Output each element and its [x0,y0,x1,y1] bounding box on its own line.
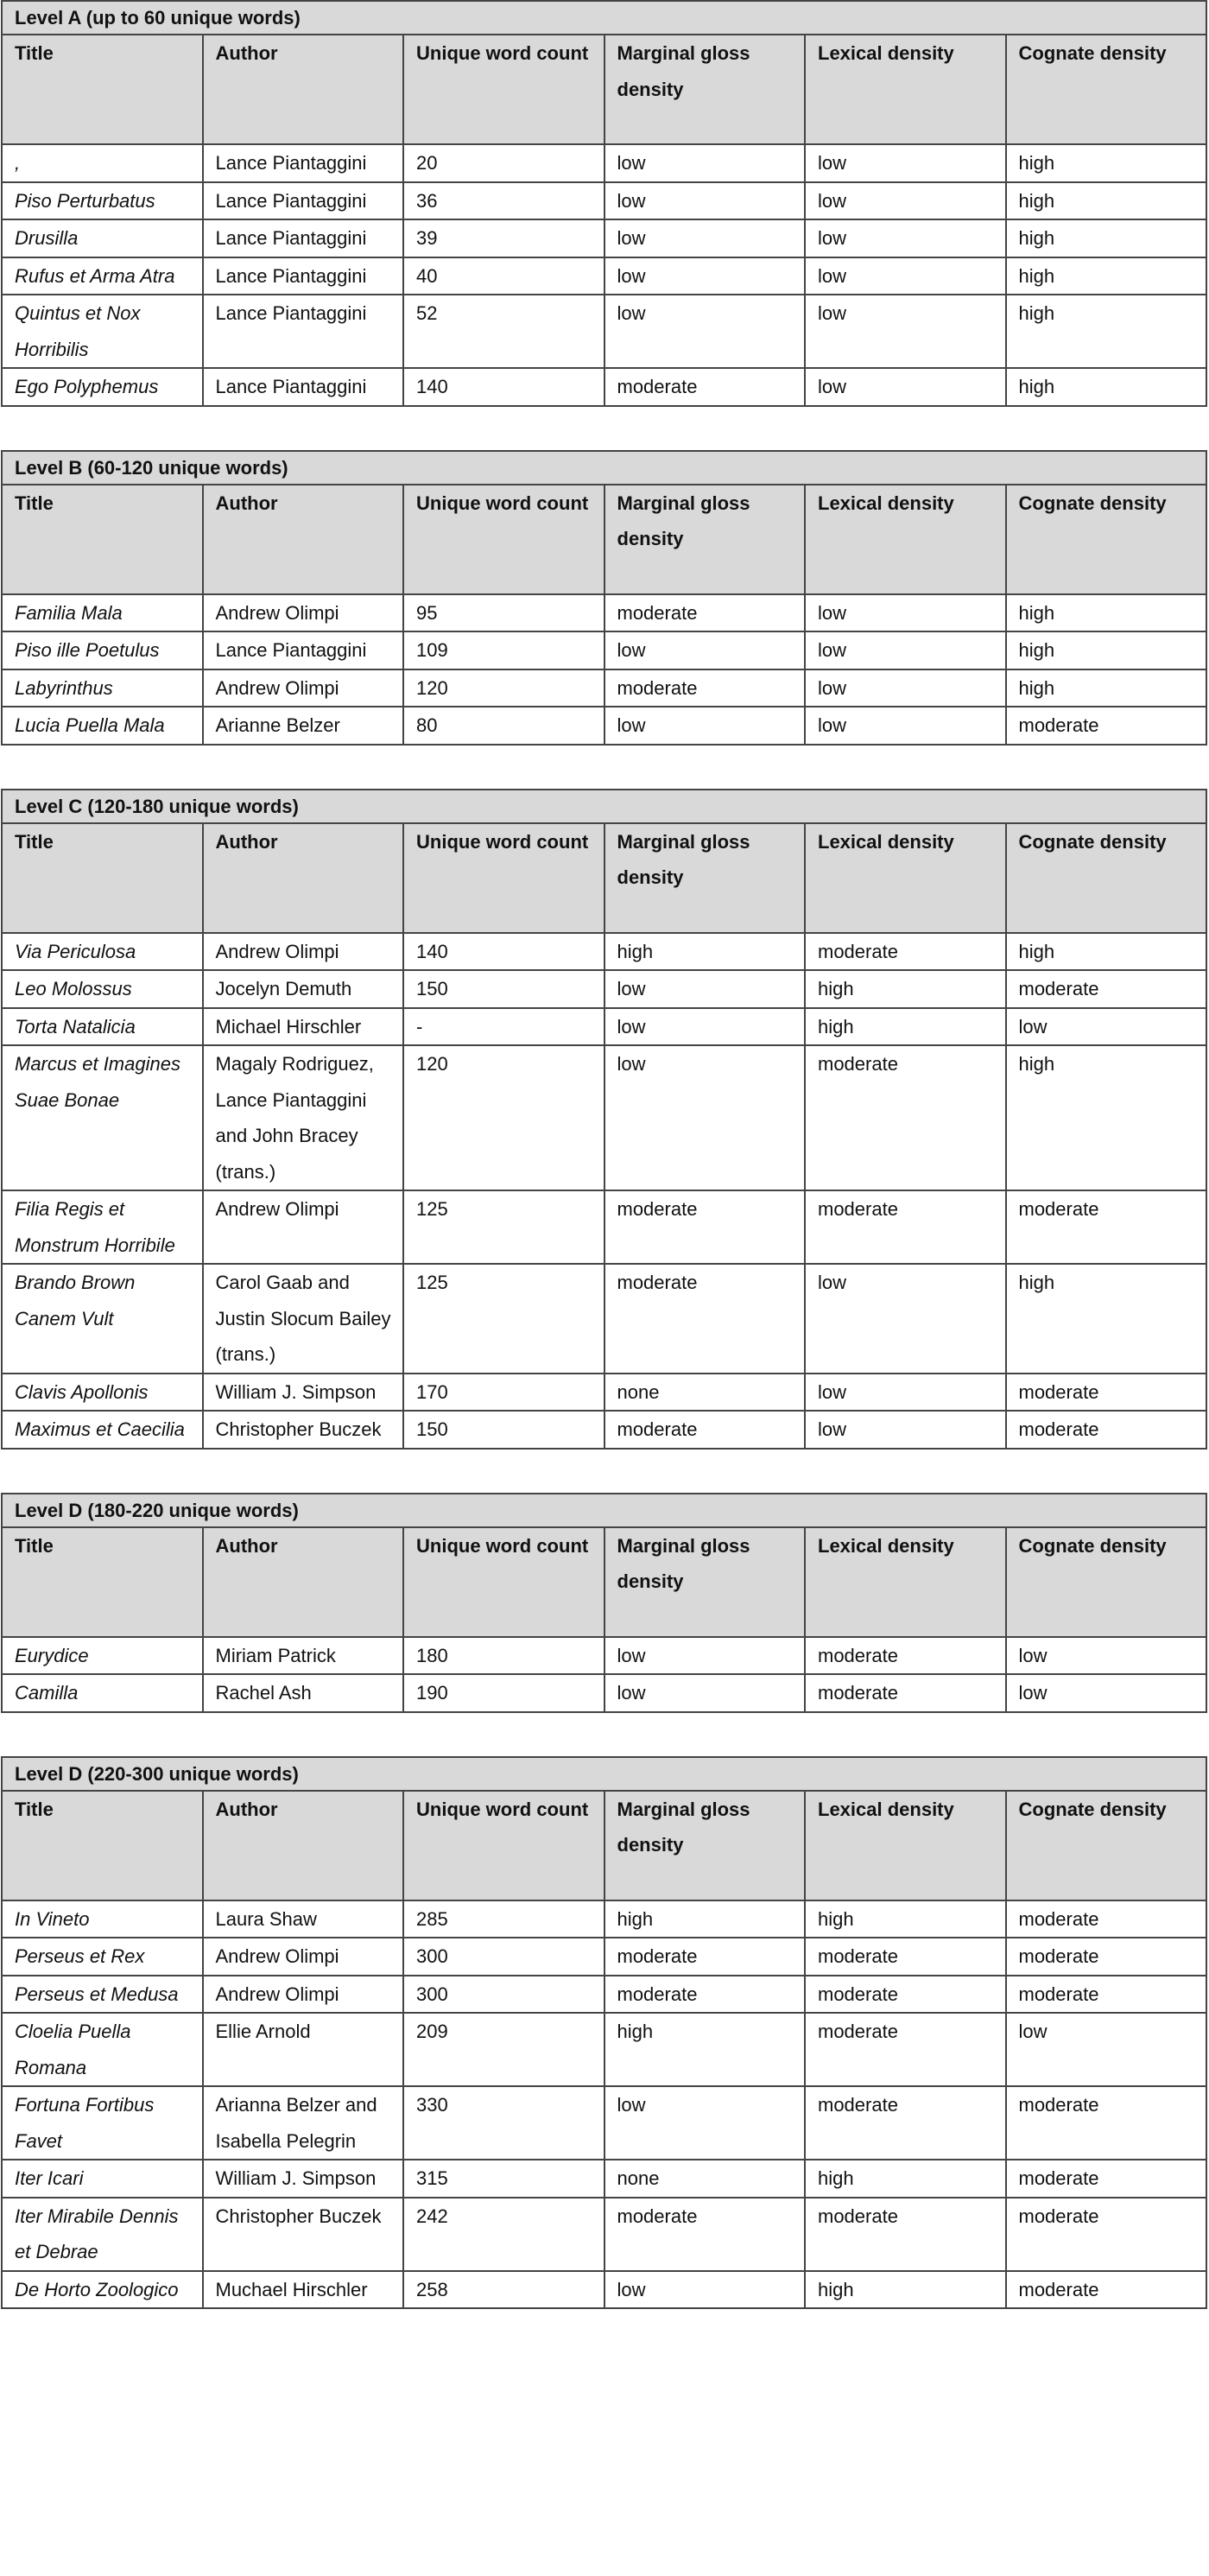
table-row [2,933,1206,971]
cell-marginal-gloss-density: none [604,2160,806,2198]
table-row [2,1045,1206,1190]
cell-cognate-density: moderate [1006,1900,1207,1938]
cell-unique-word-count: 40 [403,257,604,295]
cell-lexical-density: moderate [805,933,1006,971]
cell-title: Marcus et Imagines Suae Bonae [2,1045,203,1190]
cell-title: Brando Brown Canem Vult [2,1264,203,1374]
column-header-unique-word-count: Unique word count [403,1791,604,1900]
column-header-lexical-density: Lexical density [805,1791,1006,1900]
column-header-marginal-gloss-density: Marginal gloss density [604,823,806,933]
cell-cognate-density: moderate [1006,707,1207,745]
cell-title: Familia Mala [2,594,203,632]
level-table [1,1493,1207,1713]
cell-unique-word-count: 285 [403,1900,604,1938]
table-row [2,295,1206,368]
cell-cognate-density: high [1006,631,1207,669]
cell-title: Cloelia Puella Romana [2,2013,203,2086]
cell-lexical-density: low [805,257,1006,295]
cell-marginal-gloss-density: low [604,144,806,182]
cell-unique-word-count: 20 [403,144,604,182]
cell-marginal-gloss-density: low [604,631,806,669]
table-row [2,368,1206,406]
column-header-unique-word-count: Unique word count [403,485,604,594]
cell-author: Andrew Olimpi [203,594,404,632]
cell-cognate-density: high [1006,368,1207,406]
table-row [2,1674,1206,1712]
column-header-author: Author [203,1791,404,1900]
cell-author: Lance Piantaggini [203,295,404,368]
cell-cognate-density: high [1006,182,1207,220]
cell-unique-word-count: 190 [403,1674,604,1712]
column-header-marginal-gloss-density: Marginal gloss density [604,35,806,144]
level-table [1,0,1207,407]
cell-title: Piso ille Poetulus [2,631,203,669]
cell-title: Iter Mirabile Dennis et Debrae [2,2198,203,2271]
cell-unique-word-count: 95 [403,594,604,632]
cell-unique-word-count: 300 [403,1976,604,2014]
cell-cognate-density: low [1006,1637,1207,1675]
column-header-cognate-density: Cognate density [1006,1791,1207,1900]
cell-author: Andrew Olimpi [203,1976,404,2014]
cell-cognate-density: moderate [1006,970,1207,1008]
cell-marginal-gloss-density: moderate [604,1976,806,2014]
cell-author: Michael Hirschler [203,1008,404,1046]
level-heading-row [2,1757,1206,1791]
cell-cognate-density: high [1006,933,1207,971]
cell-author: William J. Simpson [203,1374,404,1412]
cell-unique-word-count: 300 [403,1938,604,1976]
cell-marginal-gloss-density: low [604,257,806,295]
cell-marginal-gloss-density: low [604,1637,806,1675]
cell-lexical-density: moderate [805,1190,1006,1264]
cell-unique-word-count: 242 [403,2198,604,2271]
level-section [1,789,1207,1450]
cell-cognate-density: high [1006,257,1207,295]
table-row [2,1900,1206,1938]
level-heading-row [2,1494,1206,1527]
level-heading: Level B (60-120 unique words) [2,451,1206,485]
level-section [1,450,1207,746]
cell-lexical-density: low [805,219,1006,257]
cell-lexical-density: moderate [805,2013,1006,2086]
cell-lexical-density: low [805,295,1006,368]
table-row [2,219,1206,257]
cell-author: Lance Piantaggini [203,257,404,295]
cell-title: Iter Icari [2,2160,203,2198]
level-heading-row [2,790,1206,823]
cell-marginal-gloss-density: moderate [604,2198,806,2271]
cell-title: , [2,144,203,182]
cell-unique-word-count: 315 [403,2160,604,2198]
cell-author: Andrew Olimpi [203,1190,404,1264]
cell-title: Drusilla [2,219,203,257]
cell-lexical-density: moderate [805,2086,1006,2160]
table-row [2,669,1206,707]
cell-cognate-density: moderate [1006,1976,1207,2014]
cell-title: Leo Molossus [2,970,203,1008]
column-header-author: Author [203,485,404,594]
cell-author: Arianna Belzer and Isabella Pelegrin [203,2086,404,2160]
column-header-title: Title [2,485,203,594]
cell-marginal-gloss-density: low [604,970,806,1008]
cell-author: William J. Simpson [203,2160,404,2198]
level-section [1,0,1207,407]
column-header-cognate-density: Cognate density [1006,35,1207,144]
level-section [1,1756,1207,2310]
cell-cognate-density: moderate [1006,2086,1207,2160]
column-header-unique-word-count: Unique word count [403,823,604,933]
level-heading: Level A (up to 60 unique words) [2,1,1206,35]
cell-author: Christopher Buczek [203,1411,404,1449]
cell-unique-word-count: 140 [403,933,604,971]
column-header-lexical-density: Lexical density [805,1527,1006,1637]
table-row [2,182,1206,220]
cell-title: Eurydice [2,1637,203,1675]
level-table [1,450,1207,746]
level-heading-row [2,1,1206,35]
cell-lexical-density: low [805,182,1006,220]
column-header-author: Author [203,823,404,933]
level-heading: Level D (180-220 unique words) [2,1494,1206,1527]
cell-unique-word-count: 150 [403,1411,604,1449]
cell-lexical-density: low [805,669,1006,707]
cell-marginal-gloss-density: moderate [604,594,806,632]
table-row [2,1976,1206,2014]
column-header-row [2,35,1206,144]
table-row [2,631,1206,669]
level-section [1,1493,1207,1713]
cell-author: Carol Gaab and Justin Slocum Bailey (trans.) [203,1264,404,1374]
cell-marginal-gloss-density: low [604,295,806,368]
cell-unique-word-count: 120 [403,1045,604,1190]
column-header-row [2,1791,1206,1900]
column-header-unique-word-count: Unique word count [403,1527,604,1637]
table-row [2,1938,1206,1976]
cell-lexical-density: moderate [805,2198,1006,2271]
cell-lexical-density: moderate [805,1976,1006,2014]
cell-marginal-gloss-density: low [604,1045,806,1190]
cell-marginal-gloss-density: low [604,182,806,220]
cell-author: Lance Piantaggini [203,219,404,257]
table-row [2,1008,1206,1046]
cell-lexical-density: moderate [805,1045,1006,1190]
column-header-cognate-density: Cognate density [1006,823,1207,933]
table-row [2,707,1206,745]
cell-marginal-gloss-density: none [604,1374,806,1412]
cell-marginal-gloss-density: moderate [604,1190,806,1264]
cell-marginal-gloss-density: high [604,933,806,971]
cell-cognate-density: low [1006,2013,1207,2086]
cell-unique-word-count: 140 [403,368,604,406]
cell-title: Via Periculosa [2,933,203,971]
cell-author: Andrew Olimpi [203,669,404,707]
table-row [2,257,1206,295]
cell-author: Rachel Ash [203,1674,404,1712]
cell-lexical-density: low [805,1411,1006,1449]
column-header-title: Title [2,1791,203,1900]
column-header-title: Title [2,1527,203,1637]
cell-lexical-density: low [805,1264,1006,1374]
cell-marginal-gloss-density: moderate [604,1264,806,1374]
cell-title: De Horto Zoologico [2,2271,203,2309]
cell-cognate-density: low [1006,1674,1207,1712]
cell-cognate-density: high [1006,219,1207,257]
cell-marginal-gloss-density: moderate [604,368,806,406]
cell-lexical-density: high [805,2271,1006,2309]
cell-cognate-density: moderate [1006,1938,1207,1976]
cell-lexical-density: low [805,631,1006,669]
column-header-author: Author [203,35,404,144]
table-row [2,1637,1206,1675]
cell-lexical-density: low [805,707,1006,745]
cell-unique-word-count: 330 [403,2086,604,2160]
table-row [2,1374,1206,1412]
level-heading-row [2,451,1206,485]
cell-cognate-density: moderate [1006,1190,1207,1264]
cell-cognate-density: high [1006,1045,1207,1190]
cell-marginal-gloss-density: moderate [604,1411,806,1449]
cell-author: Christopher Buczek [203,2198,404,2271]
cell-marginal-gloss-density: low [604,2271,806,2309]
cell-cognate-density: moderate [1006,1374,1207,1412]
column-header-cognate-density: Cognate density [1006,1527,1207,1637]
cell-cognate-density: high [1006,594,1207,632]
cell-unique-word-count: 109 [403,631,604,669]
cell-marginal-gloss-density: low [604,2086,806,2160]
cell-title: Fortuna Fortibus Favet [2,2086,203,2160]
cell-lexical-density: low [805,368,1006,406]
cell-lexical-density: moderate [805,1938,1006,1976]
cell-unique-word-count: 170 [403,1374,604,1412]
cell-unique-word-count: 258 [403,2271,604,2309]
table-row [2,2160,1206,2198]
column-header-row [2,1527,1206,1637]
cell-lexical-density: high [805,2160,1006,2198]
cell-title: Ego Polyphemus [2,368,203,406]
cell-title: Torta Natalicia [2,1008,203,1046]
table-row [2,970,1206,1008]
level-heading: Level D (220-300 unique words) [2,1757,1206,1791]
table-row [2,2013,1206,2086]
cell-marginal-gloss-density: low [604,707,806,745]
cell-title: Clavis Apollonis [2,1374,203,1412]
cell-marginal-gloss-density: low [604,219,806,257]
cell-title: Quintus et Nox Horribilis [2,295,203,368]
cell-author: Muchael Hirschler [203,2271,404,2309]
cell-unique-word-count: 39 [403,219,604,257]
cell-author: Laura Shaw [203,1900,404,1938]
cell-lexical-density: moderate [805,1637,1006,1675]
cell-author: Jocelyn Demuth [203,970,404,1008]
table-row [2,1190,1206,1264]
cell-title: Labyrinthus [2,669,203,707]
cell-unique-word-count: 52 [403,295,604,368]
cell-lexical-density: high [805,1008,1006,1046]
table-row [2,1411,1206,1449]
column-header-unique-word-count: Unique word count [403,35,604,144]
table-row [2,2086,1206,2160]
cell-unique-word-count: 80 [403,707,604,745]
cell-cognate-density: high [1006,1264,1207,1374]
cell-lexical-density: low [805,594,1006,632]
cell-lexical-density: high [805,970,1006,1008]
cell-marginal-gloss-density: high [604,2013,806,2086]
cell-cognate-density: high [1006,144,1207,182]
column-header-lexical-density: Lexical density [805,485,1006,594]
cell-lexical-density: low [805,1374,1006,1412]
cell-author: Lance Piantaggini [203,368,404,406]
level-table [1,1756,1207,2310]
cell-cognate-density: high [1006,295,1207,368]
cell-cognate-density: low [1006,1008,1207,1046]
cell-marginal-gloss-density: low [604,1674,806,1712]
table-row [2,1264,1206,1374]
cell-unique-word-count: 209 [403,2013,604,2086]
table-row [2,2271,1206,2309]
cell-author: Arianne Belzer [203,707,404,745]
cell-author: Lance Piantaggini [203,631,404,669]
cell-author: Andrew Olimpi [203,1938,404,1976]
column-header-title: Title [2,35,203,144]
column-header-cognate-density: Cognate density [1006,485,1207,594]
cell-author: Andrew Olimpi [203,933,404,971]
cell-title: In Vineto [2,1900,203,1938]
cell-unique-word-count: 150 [403,970,604,1008]
cell-unique-word-count: 125 [403,1190,604,1264]
cell-author: Miriam Patrick [203,1637,404,1675]
cell-cognate-density: moderate [1006,2271,1207,2309]
cell-title: Maximus et Caecilia [2,1411,203,1449]
column-header-marginal-gloss-density: Marginal gloss density [604,1791,806,1900]
level-table [1,789,1207,1450]
cell-marginal-gloss-density: low [604,1008,806,1046]
cell-unique-word-count: 120 [403,669,604,707]
cell-unique-word-count: - [403,1008,604,1046]
table-row [2,2198,1206,2271]
cell-title: Camilla [2,1674,203,1712]
cell-lexical-density: high [805,1900,1006,1938]
table-row [2,594,1206,632]
cell-lexical-density: low [805,144,1006,182]
cell-title: Perseus et Medusa [2,1976,203,2014]
column-header-row [2,823,1206,933]
cell-unique-word-count: 180 [403,1637,604,1675]
cell-title: Piso Perturbatus [2,182,203,220]
cell-marginal-gloss-density: high [604,1900,806,1938]
cell-title: Rufus et Arma Atra [2,257,203,295]
table-row [2,144,1206,182]
cell-marginal-gloss-density: moderate [604,1938,806,1976]
cell-marginal-gloss-density: moderate [604,669,806,707]
column-header-marginal-gloss-density: Marginal gloss density [604,1527,806,1637]
level-heading: Level C (120-180 unique words) [2,790,1206,823]
cell-lexical-density: moderate [805,1674,1006,1712]
cell-title: Filia Regis et Monstrum Horribile [2,1190,203,1264]
cell-author: Ellie Arnold [203,2013,404,2086]
cell-author: Magaly Rodriguez, Lance Piantaggini and John Bracey (trans.) [203,1045,404,1190]
column-header-title: Title [2,823,203,933]
cell-unique-word-count: 36 [403,182,604,220]
column-header-author: Author [203,1527,404,1637]
column-header-marginal-gloss-density: Marginal gloss density [604,485,806,594]
cell-title: Perseus et Rex [2,1938,203,1976]
column-header-lexical-density: Lexical density [805,35,1006,144]
cell-title: Lucia Puella Mala [2,707,203,745]
cell-cognate-density: moderate [1006,2160,1207,2198]
cell-cognate-density: moderate [1006,1411,1207,1449]
cell-unique-word-count: 125 [403,1264,604,1374]
cell-author: Lance Piantaggini [203,182,404,220]
cell-author: Lance Piantaggini [203,144,404,182]
column-header-lexical-density: Lexical density [805,823,1006,933]
column-header-row [2,485,1206,594]
cell-cognate-density: high [1006,669,1207,707]
cell-cognate-density: moderate [1006,2198,1207,2271]
